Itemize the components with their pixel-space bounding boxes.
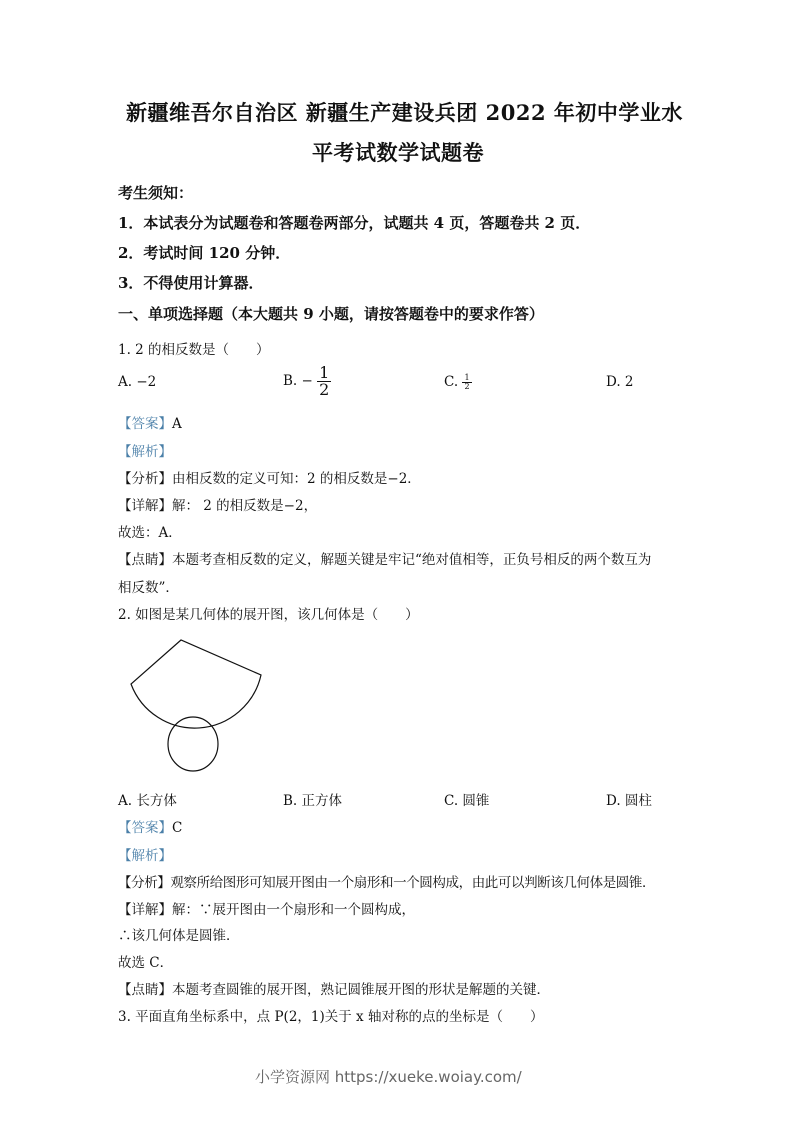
q1-option-a: A. −2	[118, 374, 157, 390]
q1-fenxi: 【分析】由相反数的定义可知：2 的相反数是−2．	[118, 471, 421, 487]
doc-title-line2: 平考试数学试题卷	[312, 140, 484, 165]
q2-option-b: B. 正方体	[283, 793, 343, 809]
notice-heading: 考生须知：	[118, 184, 194, 202]
fraction-neg-half: $\frac{1}{2}$	[319, 363, 330, 399]
section1-heading: 一、单项选择题（本大题共 9 小题，请按答题卷中的要求作答）	[118, 305, 544, 323]
q1-option-c: C. $\frac{1}{2}$	[444, 373, 470, 391]
q2-therefore: ∴该几何体是圆锥．	[118, 928, 240, 944]
q2-option-d: D. 圆柱	[606, 793, 652, 809]
q1-option-b: B. − $\frac{1}{2}$	[283, 363, 330, 399]
q1-stem: 1. 2 的相反数是（ ）	[118, 342, 270, 358]
page-footer-watermark: 小学资源网 https://xueke.woiay.com/	[255, 1068, 522, 1086]
fraction-half: $\frac{1}{2}$	[464, 373, 470, 391]
q1-answer: 【答案】A	[118, 416, 182, 432]
q2-fenxi: 【分析】观察所给图形可知展开图由一个扇形和一个圆构成，由此可以判断该几何体是圆锥．	[118, 875, 656, 891]
q2-xiangjie: 【详解】解：∵展开图由一个扇形和一个圆构成，	[118, 902, 415, 918]
q2-option-a: A. 长方体	[118, 793, 177, 809]
notice-item-3: 3．不得使用计算器．	[118, 274, 264, 292]
q1-analysis-tag: 【解析】	[118, 444, 172, 460]
q1-guxuan: 故选：A．	[118, 525, 182, 541]
q3-stem: 3. 平面直角坐标系中，点 P(2，1)关于 x 轴对称的点的坐标是（ ）	[118, 1009, 544, 1025]
answer-tag: 【答案】	[118, 820, 172, 836]
notice-item-2: 2．考试时间 120 分钟．	[118, 244, 291, 262]
q1-dianjing-line2: 相反数”．	[118, 580, 179, 596]
q2-option-c: C. 圆锥	[444, 793, 490, 809]
sector-shape	[131, 640, 261, 728]
q1-xiangjie: 【详解】解： 2 的相反数是−2，	[118, 498, 318, 514]
q2-answer: 【答案】C	[118, 820, 183, 836]
answer-tag: 【答案】	[118, 416, 172, 432]
q1-option-d: D. 2	[606, 374, 634, 390]
cone-net-figure	[120, 632, 280, 782]
q1-dianjing-line1: 【点睛】本题考查相反数的定义，解题关键是牢记“绝对值相等，正负号相反的两个数互为	[118, 552, 652, 568]
q2-dianjing: 【点睛】本题考查圆锥的展开图，熟记圆锥展开图的形状是解题的关键．	[118, 982, 550, 998]
doc-title-line1: 新疆维吾尔自治区 新疆生产建设兵团 2022 年初中学业水	[126, 100, 683, 125]
q2-analysis-tag: 【解析】	[118, 848, 172, 864]
q2-stem: 2. 如图是某几何体的展开图，该几何体是（ ）	[118, 607, 419, 623]
circle-shape	[168, 717, 218, 771]
notice-item-1: 1．本试表分为试题卷和答题卷两部分，试题共 4 页，答题卷共 2 页．	[118, 214, 591, 232]
q2-guxuan: 故选 C．	[118, 955, 174, 971]
